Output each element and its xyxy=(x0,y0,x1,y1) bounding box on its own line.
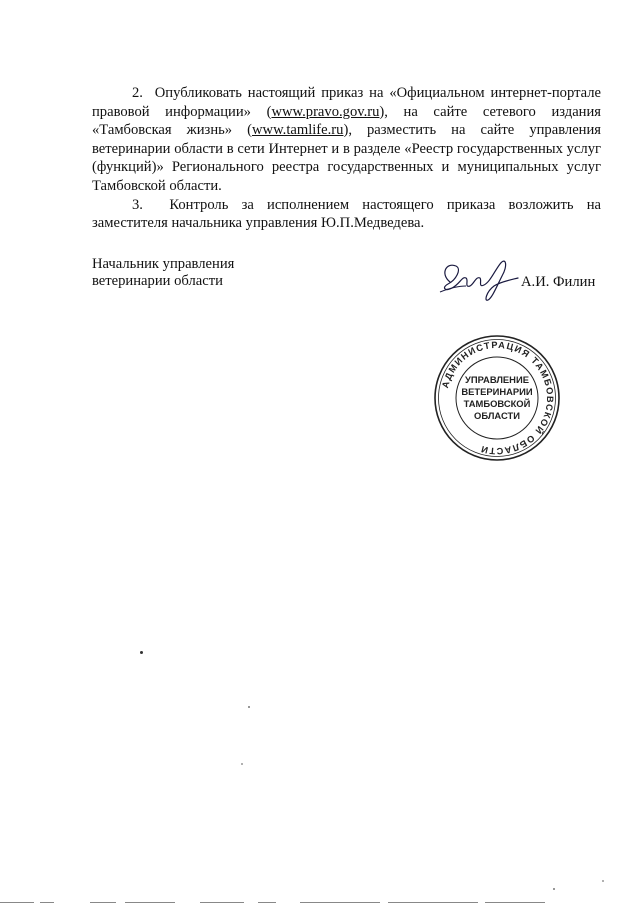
scan-speck xyxy=(248,706,250,708)
scan-edge-line xyxy=(0,902,34,903)
seal-ring-text: АДМИНИСТРАЦИЯ ТАМБОВСКОЙ ОБЛАСТИ xyxy=(439,339,556,457)
order-text xyxy=(92,84,601,233)
scan-edge-line xyxy=(300,902,380,903)
paragraph-2-text-b: ), на сайте сетевого издания «Тамбовская жизнь» ( xyxy=(92,103,601,139)
signer-title xyxy=(92,256,332,290)
paragraph-2-text-a: Опубликовать настоящий приказ на «Официальном интернет-портале правовой информации» ( xyxy=(92,85,601,120)
scan-speck xyxy=(241,763,243,765)
scan-edge-line xyxy=(258,902,276,903)
official-seal xyxy=(432,333,562,463)
paragraph-3-text: Контроль за исполнением настоящего приказа возложить на заместителя начальника управления Ю.П.Медведева. xyxy=(92,196,602,232)
seal-center-line-4: ОБЛАСТИ xyxy=(474,410,520,421)
paragraph-3-number: 3. xyxy=(132,196,143,213)
scan-edge-line xyxy=(388,902,478,903)
seal-center-line-2: ВЕТЕРИНАРИИ xyxy=(461,386,533,397)
seal-center-line-1: УПРАВЛЕНИЕ xyxy=(465,374,529,385)
scan-edge-line xyxy=(90,902,116,903)
scan-edge-line xyxy=(485,902,545,903)
paragraph-2-text-c: ), разместить на сайте управления ветеринарии области в сети Интернет и в разделе «Реестр государственных услуг (функций)» Регионального реестра государственных и муниципальных услуг Тамбовской области. xyxy=(92,122,602,194)
paragraph-2 xyxy=(92,84,601,196)
seal-center-line-3: ТАМБОВСКОЙ xyxy=(463,398,531,409)
scan-edge-line xyxy=(200,902,244,903)
paragraph-2-number: 2. xyxy=(132,85,143,101)
tamlife-link[interactable]: www.tamlife.ru xyxy=(252,122,344,139)
pravo-link[interactable]: www.pravo.gov.ru xyxy=(271,103,380,120)
signer-title-line-2: ветеринарии области xyxy=(92,273,223,289)
paragraph-3 xyxy=(92,196,601,233)
signer-title-line-1: Начальник управления xyxy=(92,256,235,272)
scan-edge-line xyxy=(40,902,54,903)
scan-speck xyxy=(553,888,555,890)
scan-edge-line xyxy=(125,902,175,903)
signer-name: А.И. Филин xyxy=(521,274,596,290)
scan-speck xyxy=(602,880,604,882)
scan-speck xyxy=(140,651,143,654)
handwritten-signature xyxy=(436,252,520,304)
